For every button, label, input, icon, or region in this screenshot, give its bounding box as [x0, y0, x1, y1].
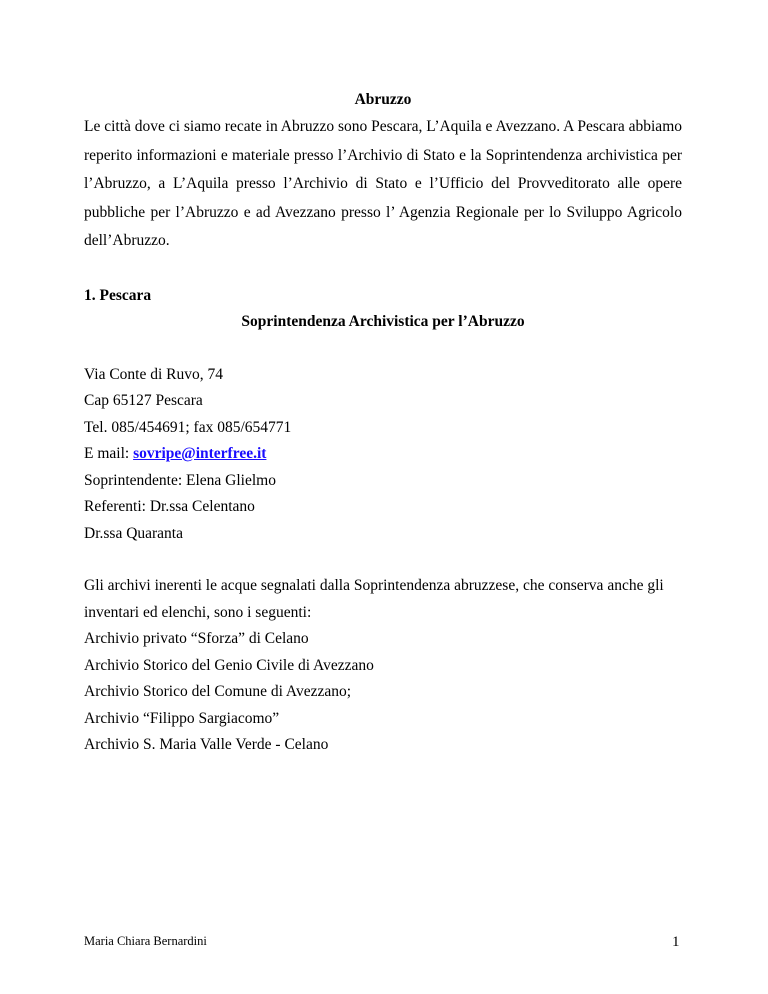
archive-item: Archivio Storico del Comune di Avezzano;	[84, 683, 352, 700]
intro-paragraph: Le città dove ci siamo recate in Abruzzo sono Pescara, L’Aquila e Avezzano. A Pescara abbiamo reperito informazioni e materiale presso l’Archivio di Stato e la Soprintendenza archivistica per l’Abruzzo, a L’Aquila presso l’Archivio di Stato e l’Ufficio del Provveditorato alle opere pubbliche per l’Abruzzo e ad Avezzano presso l’ Agenzia Regionale per lo Sviluppo Agricolo dell’Abruzzo.	[84, 118, 682, 249]
archives-intro: Gli archivi inerenti le acque segnalati dalla Soprintendenza abruzzese, che conserva anche gli inventari ed elenchi, sono i seguenti:	[84, 577, 664, 621]
archive-item: Archivio privato “Sforza” di Celano	[84, 630, 309, 647]
archive-item: Archivio “Filippo Sargiacomo”	[84, 709, 280, 727]
address-cap: Cap 65127 Pescara	[84, 392, 203, 409]
referent-second: Dr.ssa Quaranta	[84, 524, 183, 542]
email-link[interactable]: sovripe@interfree.it	[133, 445, 267, 462]
footer-author: Maria Chiara Bernardini	[84, 934, 207, 948]
address-email-row	[84, 441, 682, 468]
referents: Referenti: Dr.ssa Celentano	[84, 498, 255, 515]
address-phone: Tel. 085/454691; fax 085/654771	[84, 418, 292, 436]
office-title: Soprintendenza Archivistica per l’Abruzzo	[241, 313, 525, 330]
page-title: Abruzzo	[354, 91, 412, 108]
address-street: Via Conte di Ruvo, 74	[84, 365, 223, 383]
section-heading: 1. Pescara	[84, 286, 152, 304]
page-number: 1	[672, 934, 680, 950]
email-label: E mail:	[84, 445, 134, 462]
archive-item: Archivio Storico del Genio Civile di Avezzano	[84, 656, 374, 674]
archive-item: Archivio S. Maria Valle Verde - Celano	[84, 736, 329, 753]
superintendent: Soprintendente: Elena Glielmo	[84, 471, 276, 489]
document-body	[84, 88, 682, 759]
